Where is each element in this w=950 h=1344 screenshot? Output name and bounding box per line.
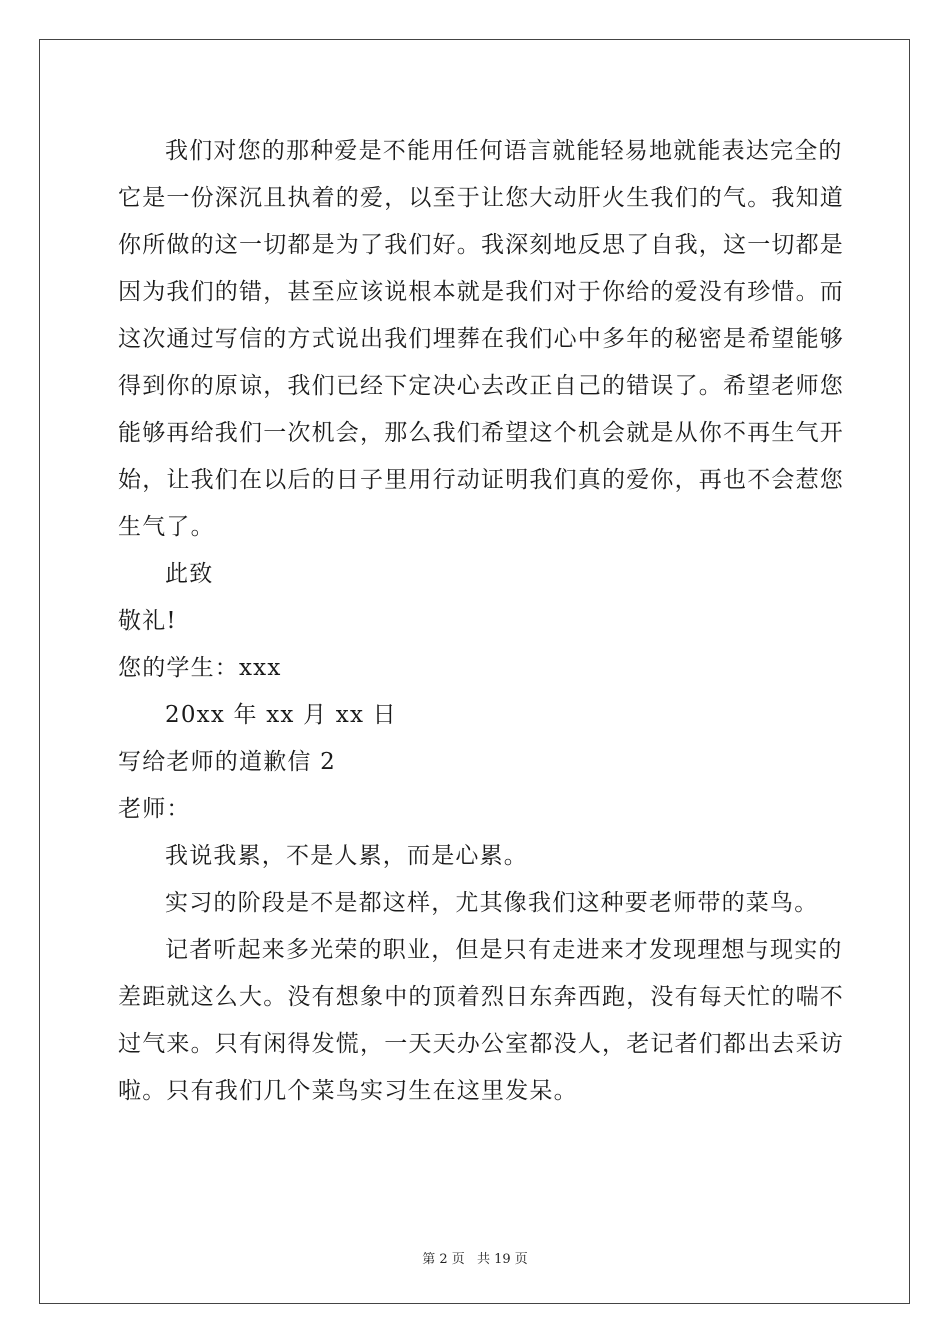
closing-regards: 敬礼! — [118, 608, 177, 634]
text-line: 我说我累，不是人累，而是心累。 — [165, 843, 528, 869]
text-line: 它是一份深沉且执着的爱，以至于让您大动肝火生我们的气。我知道 — [118, 185, 844, 211]
date-line: 20xx 年 xx 月 xx 日 — [165, 702, 397, 728]
text-line: 这次通过写信的方式说出我们埋葬在我们心中多年的秘密是希望能够 — [118, 326, 844, 352]
signature: 您的学生：xxx — [118, 655, 282, 681]
page-total: 共 19 页 — [476, 1252, 528, 1267]
text-line: 记者听起来多光荣的职业，但是只有走进来才发现理想与现实的 — [165, 937, 843, 963]
letter-body — [118, 128, 844, 1115]
page-number: 第 2 页 — [422, 1252, 465, 1267]
text-line: 因为我们的错，甚至应该说根本就是我们对于你给的爱没有珍惜。而 — [118, 279, 844, 305]
text-line: 始，让我们在以后的日子里用行动证明我们真的爱你，再也不会惹您 — [118, 467, 844, 493]
section-title: 写给老师的道歉信 2 — [118, 749, 336, 775]
text-line: 我们对您的那种爱是不能用任何语言就能轻易地就能表达完全的 — [165, 138, 843, 164]
text-line: 能够再给我们一次机会，那么我们希望这个机会就是从你不再生气开 — [118, 420, 844, 446]
text-line: 过气来。只有闲得发慌，一天天办公室都没人，老记者们都出去采访 — [118, 1031, 844, 1057]
text-line: 得到你的原谅，我们已经下定决心去改正自己的错误了。希望老师您 — [118, 373, 844, 399]
text-line: 你所做的这一切都是为了我们好。我深刻地反思了自我，这一切都是 — [118, 232, 844, 258]
page-footer — [0, 1248, 950, 1267]
text-line: 生气了。 — [118, 514, 215, 540]
text-line: 啦。只有我们几个菜鸟实习生在这里发呆。 — [118, 1078, 578, 1104]
closing-salutation: 此致 — [165, 561, 214, 587]
greeting: 老师： — [118, 796, 191, 822]
text-line: 差距就这么大。没有想象中的顶着烈日东奔西跑，没有每天忙的喘不 — [118, 984, 844, 1010]
text-line: 实习的阶段是不是都这样，尤其像我们这种要老师带的菜鸟。 — [165, 890, 819, 916]
